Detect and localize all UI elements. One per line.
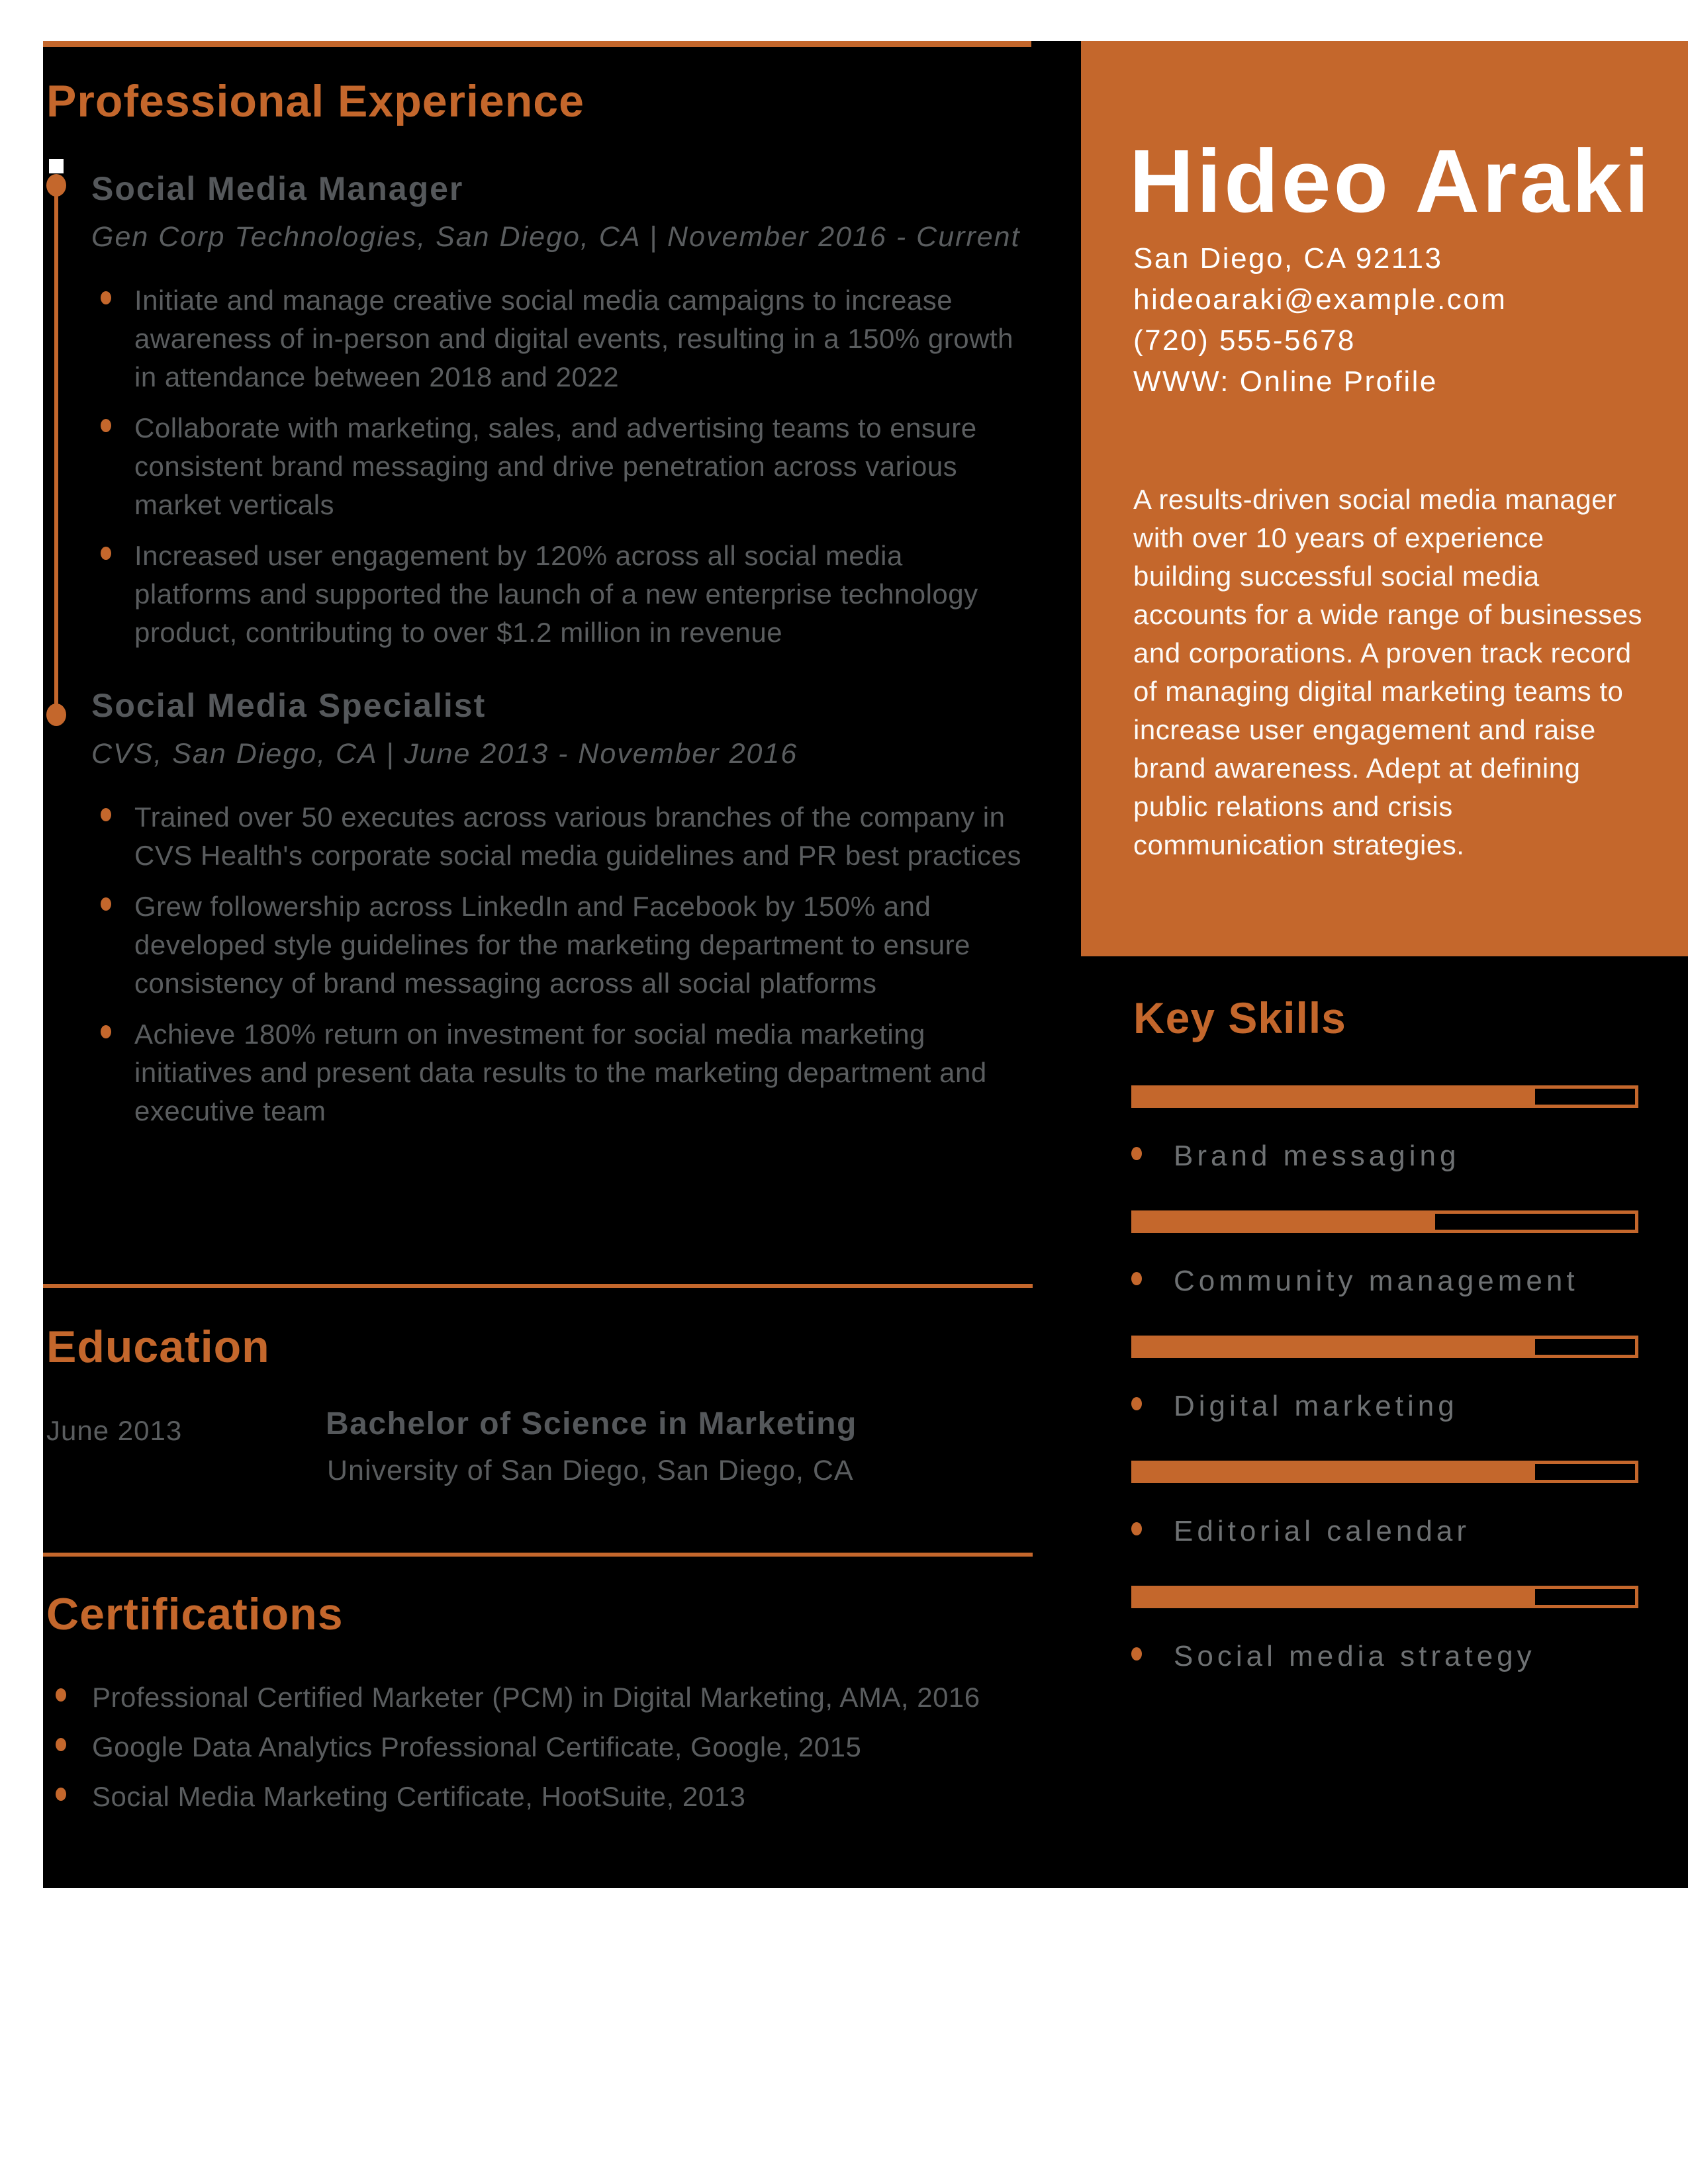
skill-label: Digital marketing: [1174, 1390, 1458, 1422]
certification-list: [56, 1678, 989, 1827]
bullet-item: [101, 281, 1027, 396]
bullet-item: [56, 1778, 989, 1816]
education-degree: Bachelor of Science in Marketing: [326, 1406, 857, 1441]
skill-progress-bar: [1131, 1336, 1638, 1358]
skill-label: Editorial calendar: [1174, 1515, 1470, 1547]
skill-list: [1131, 1085, 1638, 1711]
education-date: June 2013: [46, 1415, 183, 1446]
skill-item: [1131, 1085, 1638, 1175]
certifications-heading: Certifications: [46, 1589, 344, 1639]
bullet-text: Trained over 50 executes across various branches of the company in CVS Health's corporate social media guidelines and PR best practices: [134, 801, 1022, 871]
job-bullet-list: [101, 281, 1027, 652]
bullet-dot-icon: [1131, 1147, 1142, 1160]
skill-progress-fill: [1131, 1085, 1535, 1108]
contact-line: (720) 555-5678: [1133, 324, 1356, 357]
bullet-dot-icon: [101, 291, 111, 304]
bullet-dot-icon: [1131, 1397, 1142, 1410]
person-name: Hideo Araki: [1129, 131, 1652, 231]
contact-line: San Diego, CA 92113: [1133, 242, 1443, 275]
bullet-item: [101, 409, 1027, 524]
bullet-dot-icon: [1131, 1272, 1142, 1285]
bullet-dot-icon: [1131, 1522, 1142, 1535]
bullet-dot-icon: [101, 897, 111, 911]
skill-progress-fill: [1131, 1210, 1435, 1233]
skill-label-row: [1131, 1262, 1638, 1300]
timeline-dot-icon: [46, 174, 66, 197]
skill-item: [1131, 1210, 1638, 1300]
job-meta: Gen Corp Technologies, San Diego, CA | November 2016 - Current: [91, 221, 1021, 253]
job-meta: CVS, San Diego, CA | June 2013 - November 2016: [91, 738, 798, 770]
contact-line: hideoaraki@example.com: [1133, 283, 1507, 316]
bullet-item: [101, 798, 1027, 875]
skill-item: [1131, 1336, 1638, 1426]
skill-label: Brand messaging: [1174, 1140, 1460, 1172]
bullet-text: Increased user engagement by 120% across all social media platforms and supported the launch of a new enterprise technology product, contributing to over $1.2 million in revenue: [134, 540, 978, 648]
bullet-dot-icon: [56, 1688, 66, 1702]
skill-progress-bar: [1131, 1210, 1638, 1233]
skill-item: [1131, 1461, 1638, 1551]
bullet-item: [101, 537, 1027, 652]
bullet-dot-icon: [101, 547, 111, 560]
bullet-text: Professional Certified Marketer (PCM) in Digital Marketing, AMA, 2016: [92, 1682, 980, 1713]
bullet-dot-icon: [56, 1738, 66, 1751]
top-accent-bar: [43, 41, 1031, 47]
section-divider: [43, 1553, 1033, 1557]
bullet-dot-icon: [101, 419, 111, 432]
skill-progress-bar: [1131, 1586, 1638, 1608]
contact-list: [1133, 238, 1663, 402]
section-divider: [43, 1284, 1033, 1288]
job-bullet-list: [101, 798, 1027, 1130]
skill-label: Community management: [1174, 1265, 1579, 1297]
skill-label-row: [1131, 1387, 1638, 1426]
bullet-item: [56, 1678, 989, 1717]
skill-label-row: [1131, 1137, 1638, 1175]
skill-label: Social media strategy: [1174, 1640, 1536, 1672]
bullet-item: [101, 1015, 1027, 1130]
bullet-dot-icon: [101, 808, 111, 821]
education-school: University of San Diego, San Diego, CA: [327, 1455, 854, 1486]
skill-progress-bar: [1131, 1461, 1638, 1483]
bullet-dot-icon: [56, 1788, 66, 1801]
timeline-start-marker: [49, 159, 64, 173]
education-heading: Education: [46, 1322, 270, 1372]
bullet-dot-icon: [1131, 1647, 1142, 1661]
bullet-text: Initiate and manage creative social media campaigns to increase awareness of in-person and digital events, resulting in a 150% growth in attendance between 2018 and 2022: [134, 285, 1013, 392]
bullet-item: [56, 1728, 989, 1766]
bullet-text: Collaborate with marketing, sales, and advertising teams to ensure consistent brand messaging and drive penetration across various market verticals: [134, 412, 977, 520]
job-title: Social Media Specialist: [91, 687, 487, 724]
bullet-dot-icon: [101, 1025, 111, 1038]
skill-progress-fill: [1131, 1586, 1535, 1608]
contact-line: WWW: Online Profile: [1133, 365, 1438, 398]
job-entry: [91, 684, 1031, 1130]
job-entry: [91, 167, 1031, 652]
skill-progress-fill: [1131, 1461, 1535, 1483]
skill-label-row: [1131, 1512, 1638, 1551]
experience-heading: Professional Experience: [46, 76, 585, 126]
bullet-item: [101, 887, 1027, 1003]
timeline-line: [54, 185, 58, 718]
key-skills-heading: Key Skills: [1133, 993, 1346, 1042]
skill-progress-fill: [1131, 1336, 1535, 1358]
skill-item: [1131, 1586, 1638, 1676]
summary-text: A results-driven social media manager with over 10 years of experience building successful social media accounts for a wide range of businesses and corporations. A proven track record of managing digital marketing teams to increase user engagement and raise brand awareness. Adept at defining public relations and crisis communication strategies.: [1133, 484, 1642, 860]
skill-progress-bar: [1131, 1085, 1638, 1108]
bullet-text: Grew followership across LinkedIn and Facebook by 150% and developed style guidelines for the marketing department to ensure consistency of brand messaging across all social platforms: [134, 891, 970, 999]
skill-label-row: [1131, 1637, 1638, 1676]
bullet-text: Achieve 180% return on investment for social media marketing initiatives and present data results to the marketing department and executive team: [134, 1019, 987, 1126]
bullet-text: Social Media Marketing Certificate, HootSuite, 2013: [92, 1781, 746, 1812]
job-list: [91, 167, 1031, 1143]
timeline-dot-icon: [46, 704, 66, 726]
job-title: Social Media Manager: [91, 170, 464, 207]
bullet-text: Google Data Analytics Professional Certificate, Google, 2015: [92, 1731, 862, 1762]
